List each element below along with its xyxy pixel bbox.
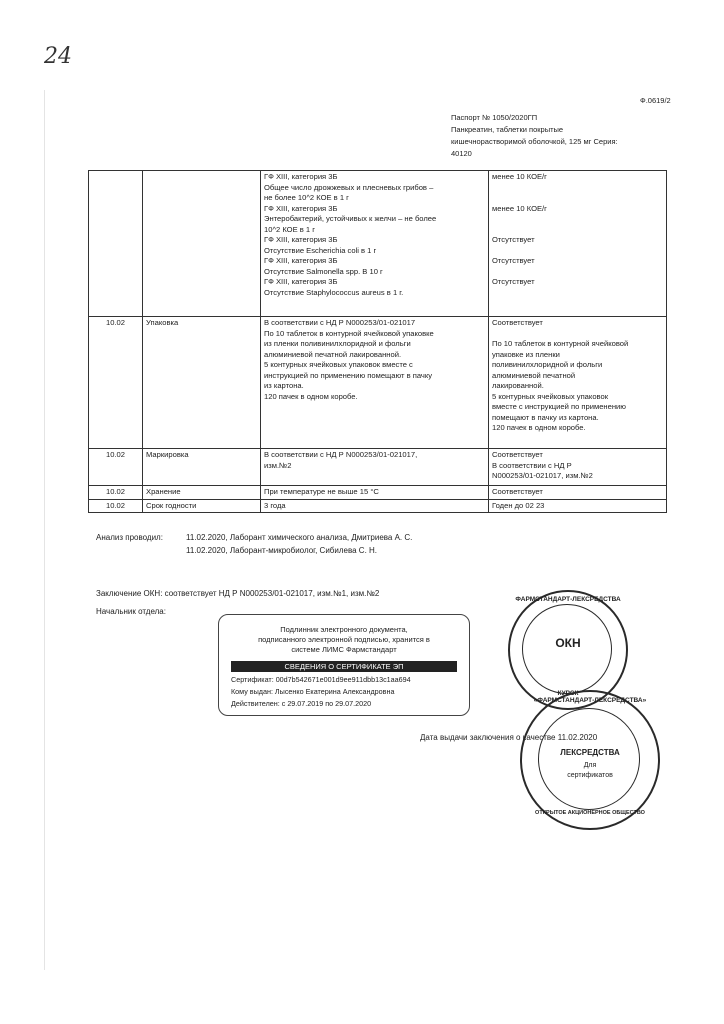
cell-requirement <box>261 449 489 486</box>
analysis-label: Анализ проводил: <box>96 533 163 542</box>
esign-line1: Подлинник электронного документа, <box>280 625 408 634</box>
okn-seal-city: КУРСК <box>557 690 579 697</box>
results-table <box>88 170 667 513</box>
cell-num <box>89 171 143 317</box>
scan-edge-line <box>44 90 45 970</box>
req-line: Отсутствие Salmonella spp. В 10 г <box>264 266 383 276</box>
passport-line4: 40120 <box>451 149 472 158</box>
esign-line3: системе ЛИМС Фармстандарт <box>291 645 397 654</box>
result-line: менее 10 КОЕ/г <box>492 172 547 181</box>
result-line: Соответствует <box>492 318 543 327</box>
table-row <box>89 486 667 500</box>
req-line: В соответствии с НД Р N000253/01-021017, <box>264 450 418 459</box>
result-line: Отсутствует <box>492 256 535 265</box>
certificates-seal-center1: ЛЕКСРЕДСТВА <box>560 748 620 757</box>
certificates-seal-stamp <box>520 690 660 830</box>
req-line: из картона. <box>264 381 304 390</box>
analysis-line2: 11.02.2020, Лаборант-микробиолог, Сибилева С. Н. <box>186 546 378 555</box>
cell-requirement <box>261 171 489 317</box>
certificates-seal-center2: Для <box>583 762 597 769</box>
result-line: менее 10 КОЕ/г <box>492 203 547 213</box>
req-line: ГФ XIII, категория 3Б <box>264 235 338 244</box>
result-line: 5 контурных ячейковых упаковок <box>492 391 609 401</box>
esign-cert-header: СВЕДЕНИЯ О СЕРТИФИКАТЕ ЭП <box>231 661 457 672</box>
req-line: Отсутствие Escherichia coli в 1 г <box>264 245 377 255</box>
esign-line2: подписанного электронной подписью, хранится в <box>258 635 430 644</box>
req-line: 10^2 КОЕ в 1 г <box>264 224 316 234</box>
table-row <box>89 317 667 449</box>
cell-num: 10.02 <box>89 449 143 486</box>
okn-seal-center: ОКН <box>555 636 581 650</box>
result-line: В соответствии с НД Р <box>492 460 572 470</box>
table-row <box>89 449 667 486</box>
req-line: Отсутствие Staphylococcus aureus в 1 г. <box>264 287 404 297</box>
table-row <box>89 499 667 513</box>
result-line: помещают в пачку из картона. <box>492 412 599 422</box>
result-line: 120 пачек в одном коробе. <box>492 423 586 432</box>
cell-name: Упаковка <box>143 317 261 449</box>
passport-block <box>451 112 618 160</box>
req-line: не более 10^2 КОЕ в 1 г <box>264 193 349 202</box>
certificates-seal-inner-ring <box>538 708 640 810</box>
result-line: поливинилхлоридной и фольги <box>492 360 603 369</box>
result-line: вместе с инструкцией по применению <box>492 402 626 411</box>
cell-name <box>143 171 261 317</box>
result-line: алюминиевой печатной <box>492 370 576 380</box>
okn-seal-ring-text: ФАРМСТАНДАРТ-ЛЕКСРЕДСТВА <box>515 596 621 603</box>
req-line: Общее число дрожжевых и плесневых грибов – <box>264 182 434 192</box>
result-line: По 10 таблеток в контурной ячейковой <box>492 339 629 348</box>
req-line: 5 контурных ячейковых упаковок вместе с <box>264 360 413 369</box>
certificates-seal-center3: сертификатов <box>567 772 613 779</box>
cell-result <box>489 171 667 317</box>
cell-num: 10.02 <box>89 499 143 513</box>
req-line: изм.№2 <box>264 460 292 470</box>
result-line: Отсутствует <box>492 277 535 286</box>
cell-result <box>489 449 667 486</box>
req-line: ГФ XIII, категория 3Б <box>264 277 338 286</box>
cell-num: 10.02 <box>89 486 143 500</box>
cell-result: Соответствует <box>489 486 667 500</box>
req-line: инструкцией по применению помещают в пачку <box>264 370 433 380</box>
head-of-department-label: Начальник отдела: <box>96 607 166 616</box>
esign-validity: Действителен: с 29.07.2019 по 29.07.2020 <box>231 699 372 708</box>
req-line: из пленки поливинилхлоридной и фольги <box>264 339 411 348</box>
result-line: N000253/01-021017, изм.№2 <box>492 471 593 480</box>
result-line: Соответствует <box>492 450 543 459</box>
req-line: ГФ XIII, категория 3Б <box>264 256 338 265</box>
passport-line3: кишечнорастворимой оболочкой, 125 мг Серия: <box>451 137 618 146</box>
cell-result: Годен до 02 23 <box>489 499 667 513</box>
cell-name: Хранение <box>143 486 261 500</box>
result-line: Отсутствует <box>492 235 535 244</box>
conclusion: Заключение ОКН: соответствует НД Р N000253/01-021017, изм.№1, изм.№2 <box>96 589 380 598</box>
electronic-signature-box <box>218 614 470 716</box>
req-line: По 10 таблеток в контурной ячейковой упаковке <box>264 328 434 338</box>
handwritten-page-number: 24 <box>44 44 72 69</box>
req-line: ГФ XIII, категория 3Б <box>264 203 338 213</box>
req-line: 120 пачек в одном коробе. <box>264 391 358 401</box>
cell-result <box>489 317 667 449</box>
cell-requirement: При температуре не выше 15 °С <box>261 486 489 500</box>
passport-line2: Панкреатин, таблетки покрытые <box>451 125 564 134</box>
req-line: Энтеробактерий, устойчивых к желчи – не более <box>264 214 437 223</box>
form-code: Ф.0619/2 <box>640 96 671 105</box>
cell-name: Маркировка <box>143 449 261 486</box>
cell-requirement: 3 года <box>261 499 489 513</box>
cell-name: Срок годности <box>143 499 261 513</box>
issue-date: Дата выдачи заключения о качестве 11.02.2020 <box>420 733 598 742</box>
req-line: алюминиевой печатной лакированной. <box>264 349 402 359</box>
table-row <box>89 171 667 317</box>
cell-requirement <box>261 317 489 449</box>
analysis-line1: 11.02.2020, Лаборант химического анализа, Дмитриева А. С. <box>186 533 413 542</box>
certificates-seal-ring-text: «ФАРМСТАНДАРТ-ЛЕКСРЕДСТВА» <box>533 697 647 704</box>
req-line: ГФ XIII, категория 3Б <box>264 172 338 181</box>
cell-num: 10.02 <box>89 317 143 449</box>
result-line: лакированной. <box>492 381 544 390</box>
esign-certificate: Сертификат: 00d7b542671e001d9ee911dbb13c1aa694 <box>231 675 411 684</box>
req-line: В соответствии с НД Р N000253/01-021017 <box>264 318 416 327</box>
passport-line1: Паспорт № 1050/2020ГП <box>451 113 538 122</box>
certificates-seal-ring-bottom: ОТКРЫТОЕ АКЦИОНЕРНОЕ ОБЩЕСТВО <box>535 810 645 816</box>
result-line: упаковке из пленки <box>492 349 560 359</box>
esign-issued-to: Кому выдан: Лысенко Екатерина Александровна <box>231 687 395 696</box>
